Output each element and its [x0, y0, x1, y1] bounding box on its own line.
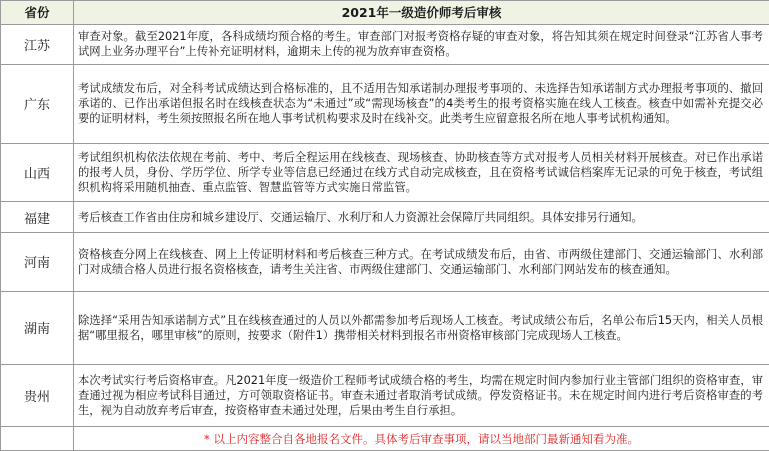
- table-title: 2021年一级造价师考后审核: [74, 1, 769, 25]
- province-cell: 湖南: [1, 291, 74, 364]
- province-cell: 山西: [1, 143, 74, 201]
- review-content-cell: 考后核查工作省由住房和城乡建设厅、交通运输厅、水利厅和人力资源社会保障厅共同组织。具体安排另行通知。: [74, 202, 769, 233]
- review-content-cell: 本次考试实行考后资格审查。凡2021年度一级造价工程师考试成绩合格的考生，均需在规定时间内参加行业主管部门组织的资格审查，审查通过视为相应考试科目通过，方可领取资格证书。审查未通过者取消考试成绩。停发资格证书。未在规定时间内进行考后资格审查的考生，视为自动放弃考后审查，按资格审查未通过处理，后果由考生自行承担。: [74, 364, 769, 427]
- province-cell: 江苏: [1, 24, 74, 64]
- table-row-jiangsu: [1, 24, 769, 64]
- table-header-row: [1, 1, 769, 25]
- table-row-guangdong: [1, 64, 769, 143]
- review-content-cell: 考试组织机构依法依规在考前、考中、考后全程运用在线核查、现场核查、协助核查等方式对报考人员相关材料开展核查。对已作出承诺的报考人员，身份、学历学位、所学专业等信息已经通过在线方式自动完成核查，且在资格考试诚信档案库无记录的可免于核查，考试组织机构将采用随机抽查、重点监管、智慧监管等方式实施日常监管。: [74, 143, 769, 201]
- table-row-shanxi: [1, 143, 769, 201]
- table-row-fujian: [1, 202, 769, 233]
- review-content-cell: 除选择“采用告知承诺制方式”且在线核查通过的人员以外都需参加考后现场人工核查。考试成绩公布后，名单公布后15天内，相关人员根据“哪里报名，哪里审核”的原则，按要求（附件1）携带相关材料到报名市州资格审核部门完成现场人工核查。: [74, 291, 769, 364]
- table-row-henan: [1, 233, 769, 291]
- review-content-cell: 资格核查分网上在线核查、网上上传证明材料和考后核查三种方式。在考试成绩发布后，由省、市两级住建部门、交通运输部门、水利部门对成绩合格人员进行报名资格核查，请考生关注省、市两级住建部门、交通运输部门、水利部门网站发布的核查通知。: [74, 233, 769, 291]
- province-cell: 河南: [1, 233, 74, 291]
- table-row-guizhou: [1, 364, 769, 427]
- review-content-cell: 考试成绩发布后，对全科考试成绩达到合格标准的，且不适用告知承诺制办理报考事项的、未选择告知承诺制方式办理报考事项的、撤回承诺的、已作出承诺但报名时在线核查状态为“未通过”或“需现场核查”的4类考生的报考资格实施在线人工核查。核查中如需补充提交必要的证明材料，考生须按照报名所在地人事考试机构要求及时在线补交。此类考生应留意报名所在地人事考试机构通知。: [74, 64, 769, 143]
- province-column-header: 省份: [1, 1, 74, 25]
- table-row-hunan: [1, 291, 769, 364]
- review-content-cell: 审查对象。截至2021年度，各科成绩均预合格的考生。审查部门对报考资格存疑的审查对象，将告知其须在规定时间登录“江苏省人事考试网上业务办理平台”上传补充证明材料，逾期未上传的视为放弃审查资格。: [74, 24, 769, 64]
- footer-note: * 以上内容整合自各地报名文件。具体考后审查事项，请以当地部门最新通知看为准。: [74, 427, 769, 451]
- province-cell: 贵州: [1, 364, 74, 427]
- province-cell: 福建: [1, 202, 74, 233]
- footer-blank-cell: [1, 427, 74, 451]
- province-cell: 广东: [1, 64, 74, 143]
- table-footer-row: [1, 427, 769, 451]
